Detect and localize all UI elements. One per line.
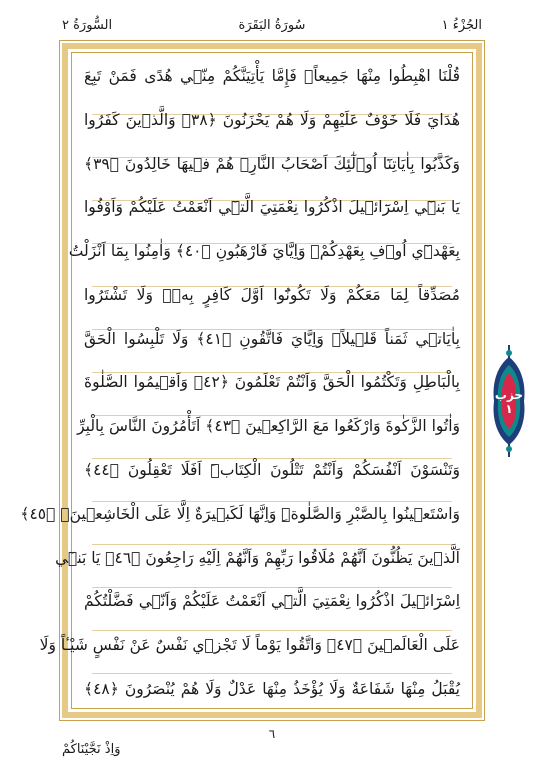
- text-frame: [20, 43, 482, 718]
- text-line: وَكَذَّبُوا بِاٰيَاتِنَٓا اُو۬لٰٓئِكَ اَصْحَابُ النَّارِۚ هُمْ ف۪يهَا خَالِدُونَ ﴿٣٩﴾: [84, 154, 460, 173]
- surah-title: سُورَةُ البَقَرَة: [238, 18, 306, 33]
- text-line: قُلْنَا اهْبِطُوا مِنْهَا جَمِيعاًۚ فَإِمَّا يَأْتِيَنَّكُمْ مِنّ۪ي هُدًى فَمَنْ تَبِعَ: [84, 67, 460, 85]
- text-line: اِسْرَٓائ۪يلَ اذْكُرُوا نِعْمَتِيَ الَّت۪ٓي اَنْعَمْتُ عَلَيْكُمْ وَاَنّ۪ي فَضَّلْتُكُمْ: [84, 592, 460, 611]
- hizb-marker: [492, 345, 526, 457]
- text-line: يَا بَن۪ٓي اِسْرَٓائ۪يلَ اذْكُرُوا نِعْمَتِيَ الَّت۪ٓي اَنْعَمْتُ عَلَيْكُمْ وَاَوْفُوا: [84, 198, 460, 217]
- catchword: وَاِذْ نَجَّيْنَاكُمْ: [62, 742, 121, 757]
- verse-lines: [20, 61, 460, 704]
- text-line: بِاٰيَات۪ي ثَمَناً قَل۪يلاًۘ وَاِيَّايَ فَاتَّقُونِ ﴿٤١﴾ وَلَا تَلْبِسُوا الْحَقَّ: [84, 329, 460, 348]
- page-header: [62, 18, 482, 40]
- text-line: اَلَّذ۪ينَ يَظُنُّونَ اَنَّهُمْ مُلَاقُوا رَبِّهِمْ وَاَنَّهُمْ اِلَيْهِ رَاجِعُونَ ﴿٤٦﴾ يَا بَن۪ٓي: [55, 548, 460, 567]
- text-line: يُقْبَلُ مِنْهَا شَفَاعَةٌ وَلَا يُؤْخَذُ مِنْهَا عَدْلٌ وَلَا هُمْ يُنْصَرُونَ ﴿٤٨﴾: [84, 679, 460, 698]
- surah-number: السُّورَةُ ٢: [62, 18, 113, 33]
- text-line: وَتَنْسَوْنَ اَنْفُسَكُمْ وَاَنْتُمْ تَتْلُونَ الْكِتَابَۜ اَفَلَا تَعْقِلُونَ ﴿٤٤﴾: [84, 461, 460, 480]
- page-number: ٦: [268, 727, 276, 741]
- text-line: هُدَايَ فَلَا خَوْفٌ عَلَيْهِمْ وَلَا هُمْ يَحْزَنُونَ ﴿٣٨﴾ وَالَّذ۪ينَ كَفَرُوا: [84, 110, 460, 129]
- text-line: بِالْبَاطِلِ وَتَكْتُمُوا الْحَقَّ وَاَنْتُمْ تَعْلَمُونَ ﴿٤٢﴾ وَاَق۪يمُوا الصَّلٰوةَ: [84, 373, 460, 392]
- hizb-label: حزب ١: [494, 388, 524, 416]
- text-line: عَلَى الْعَالَم۪ينَ ﴿٤٧﴾ وَاتَّقُوا يَوْماً لَا تَجْز۪ي نَفْسٌ عَنْ نَفْسٍ شَيْـٔاً وَلَا: [39, 636, 460, 655]
- text-line: وَاٰتُوا الزَّكٰوةَ وَارْكَعُوا مَعَ الرَّاكِع۪ينَ ﴿٤٣﴾ اَتَأْمُرُونَ النَّاسَ بِالْبِرِّ: [77, 417, 460, 436]
- text-line: مُصَدِّقاً لِمَا مَعَكُمْ وَلَا تَكُونُٓوا اَوَّلَ كَافِرٍ بِه۪ۖ وَلَا تَشْتَرُوا: [84, 285, 460, 304]
- text-line: وَاسْتَع۪ينُوا بِالصَّبْرِ وَالصَّلٰوةِۜ وَاِنَّهَا لَكَب۪يرَةٌ اِلَّا عَلَى الْخَاشِع۪ينَۙ ﴿٤٥﴾: [20, 504, 460, 523]
- text-line: بِعَهْد۪ٓي اُو۫فِ بِعَهْدِكُمْۚ وَاِيَّايَ فَارْهَبُونِ ﴿٤٠﴾ وَاٰمِنُوا بِمَٓا اَنْزَلْتُ: [68, 242, 460, 261]
- juz-number: الجُزْءُ ١: [441, 18, 482, 33]
- page-footer: [62, 727, 482, 757]
